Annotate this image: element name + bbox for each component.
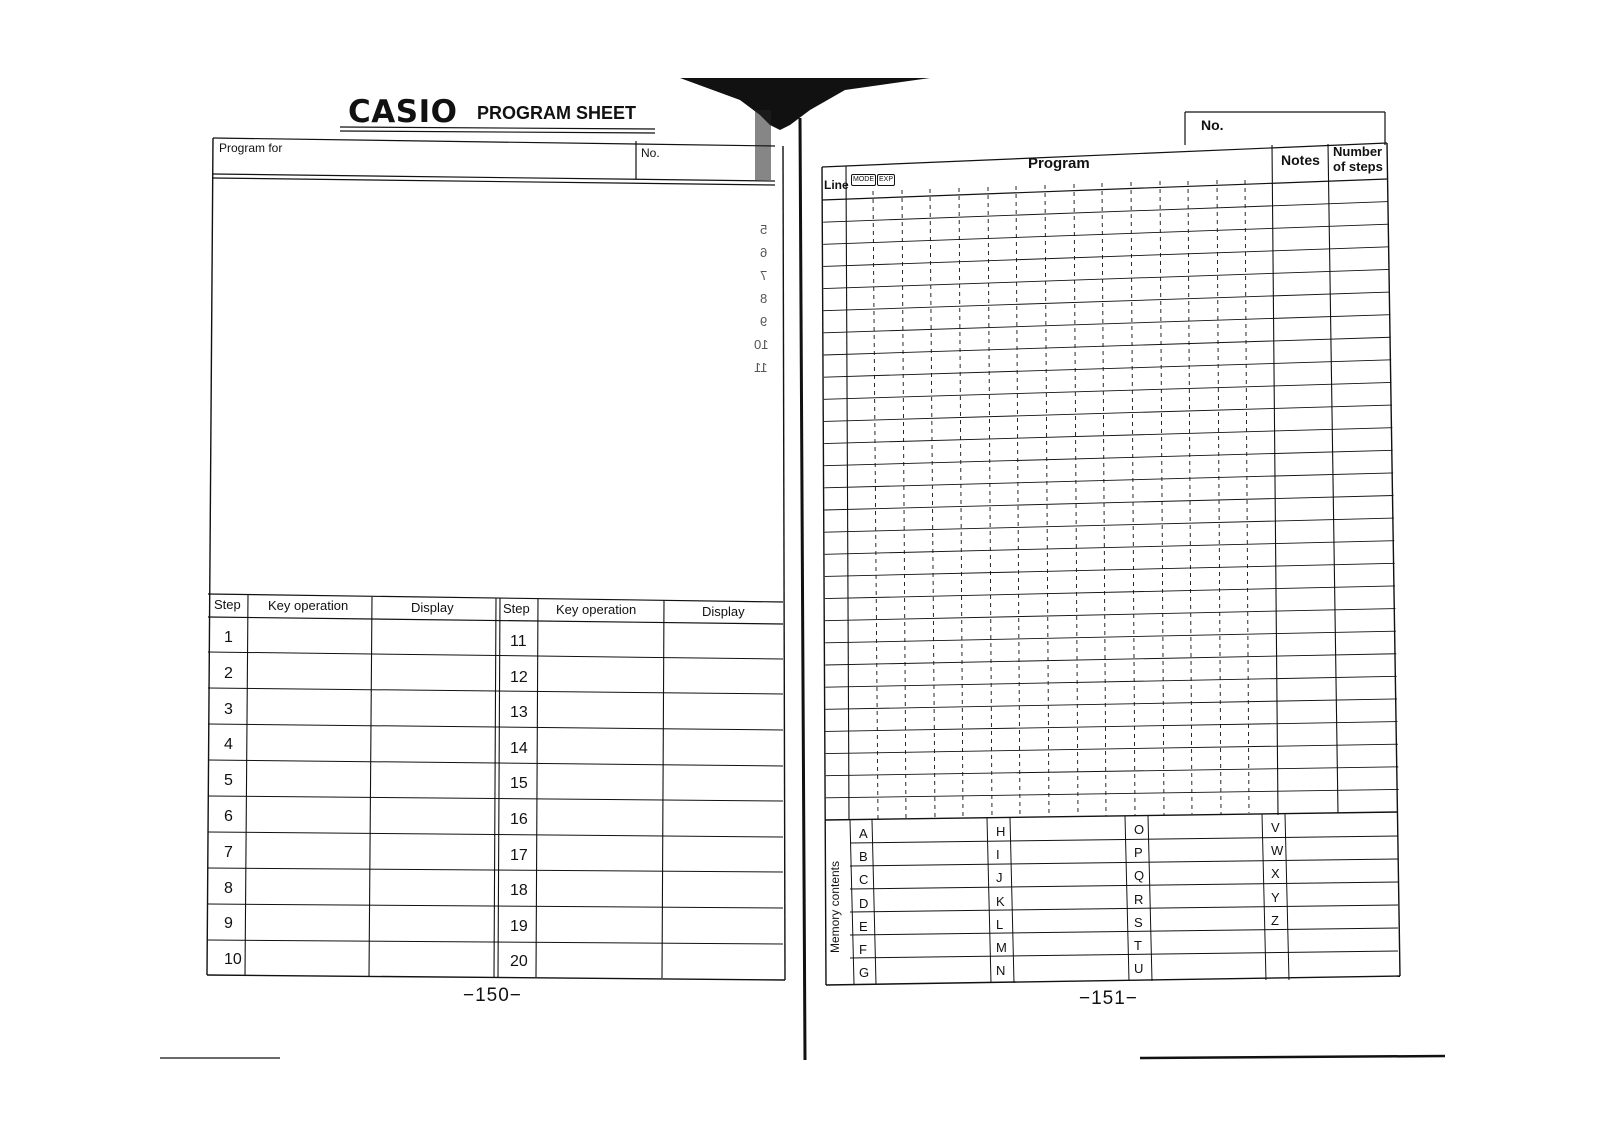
step-number: 10 [224, 951, 242, 969]
memory-letter: P [1134, 845, 1143, 861]
number-of-steps-header-line2: of steps [1333, 159, 1383, 174]
step-number: 17 [510, 846, 528, 864]
program-grid-row [825, 654, 1396, 665]
binding-shadow-top [680, 78, 930, 130]
left-no-label: No. [641, 146, 660, 160]
shadow-digit: 7 [760, 268, 768, 283]
mode-key-icon: MODE [851, 174, 876, 186]
step-number: 19 [510, 917, 528, 935]
program-grid-row [825, 541, 1395, 555]
notes-header: Notes [1281, 152, 1320, 168]
program-grid-row [826, 744, 1398, 753]
program-grid-row [823, 224, 1389, 244]
step-number: 5 [224, 772, 233, 790]
step-number: 18 [510, 882, 528, 900]
step-number: 2 [224, 664, 233, 682]
sheet-title: PROGRAM SHEET [477, 103, 637, 123]
number-of-steps-header-line1: Number [1333, 144, 1383, 159]
program-grid-rows [823, 202, 1399, 798]
program-for-label: Program for [219, 141, 283, 155]
step-number: 7 [224, 843, 233, 861]
display-header-2: Display [702, 604, 745, 619]
key-operation-header-1: Key operation [268, 598, 349, 613]
step-number: 1 [224, 629, 233, 646]
memory-letter: N [996, 963, 1006, 979]
program-grid-row [825, 496, 1394, 511]
memory-letter: W [1271, 843, 1284, 859]
memory-letter: Q [1134, 868, 1145, 884]
memory-letter: T [1134, 938, 1142, 953]
memory-letter: C [859, 872, 869, 888]
shadow-digit: 8 [760, 291, 768, 306]
step-number: 15 [510, 775, 528, 793]
program-grid-row [825, 699, 1397, 709]
step-header-2: Step [503, 601, 530, 616]
step-number: 13 [510, 704, 528, 722]
step-number: 4 [224, 736, 233, 754]
program-grid-row [824, 315, 1391, 333]
program-grid-row [825, 631, 1396, 643]
memory-letter: S [1134, 914, 1143, 930]
memory-letter: D [859, 895, 869, 911]
memory-letter: O [1134, 822, 1145, 837]
line-header: Line [824, 178, 849, 192]
brand-logo: CASIO [348, 94, 458, 130]
memory-letter: U [1134, 961, 1144, 977]
program-grid-row [823, 269, 1389, 288]
program-grid-row [824, 473, 1393, 488]
page-spine [800, 118, 805, 1060]
program-grid-row [824, 405, 1392, 421]
mode-exp-keys [851, 168, 896, 186]
program-grid-row [824, 450, 1392, 465]
program-grid-row [825, 518, 1394, 532]
shadow-digit: 6 [760, 245, 768, 260]
right-no-label: No. [1201, 117, 1224, 133]
step-header-1: Step [214, 597, 241, 612]
program-grid-row [825, 609, 1395, 621]
step-number: 20 [510, 953, 528, 971]
key-operation-header-2: Key operation [556, 602, 637, 617]
memory-letter: B [859, 849, 868, 865]
shadow-digit: 11 [754, 360, 768, 375]
step-number: 11 [510, 633, 527, 650]
program-grid-row [825, 586, 1395, 599]
shadow-digit: 9 [760, 314, 768, 329]
shadow-digit: 10 [754, 337, 769, 352]
memory-letter: I [996, 847, 1000, 863]
program-header: Program [1028, 155, 1090, 172]
memory-letter: J [996, 870, 1003, 886]
memory-letter: G [859, 965, 870, 981]
memory-letter: Z [1271, 912, 1279, 928]
program-grid-row [826, 767, 1398, 776]
memory-contents-label: Memory contents [828, 860, 842, 954]
step-number: 3 [224, 700, 233, 718]
step-number: 14 [510, 739, 528, 757]
program-grid-row [824, 382, 1392, 399]
memory-letter: M [996, 940, 1007, 955]
display-header-1: Display [411, 600, 454, 615]
program-grid-row [826, 789, 1399, 797]
program-grid-row [825, 563, 1395, 576]
program-grid-row [824, 292, 1390, 311]
program-grid-row [824, 360, 1391, 377]
step-number: 6 [224, 808, 233, 825]
program-grid-row [823, 247, 1389, 267]
program-grid-row [825, 676, 1396, 687]
memory-letter: H [996, 824, 1006, 839]
program-grid-row [824, 337, 1391, 355]
memory-letter: L [996, 916, 1004, 932]
memory-letter: E [859, 918, 868, 934]
exp-key-icon: EXP [877, 174, 895, 186]
binding-shadow-strip [755, 110, 771, 180]
memory-letter: V [1271, 820, 1280, 835]
memory-letter: K [996, 893, 1005, 909]
memory-letter: A [859, 826, 868, 841]
memory-letter: X [1271, 866, 1280, 882]
step-number: 16 [510, 811, 528, 828]
step-number: 9 [224, 915, 233, 933]
program-grid-row [824, 428, 1392, 444]
memory-letter: R [1134, 891, 1144, 907]
memory-letter: Y [1271, 889, 1280, 905]
memory-letter: F [859, 942, 867, 957]
shadow-digit: 5 [760, 222, 768, 237]
left-page-number: −150− [463, 985, 522, 1006]
step-number: 8 [224, 879, 233, 897]
program-grid-row [826, 722, 1398, 732]
right-page-number: −151− [1079, 988, 1138, 1009]
program-grid-row [823, 202, 1388, 223]
step-number: 12 [510, 668, 528, 686]
